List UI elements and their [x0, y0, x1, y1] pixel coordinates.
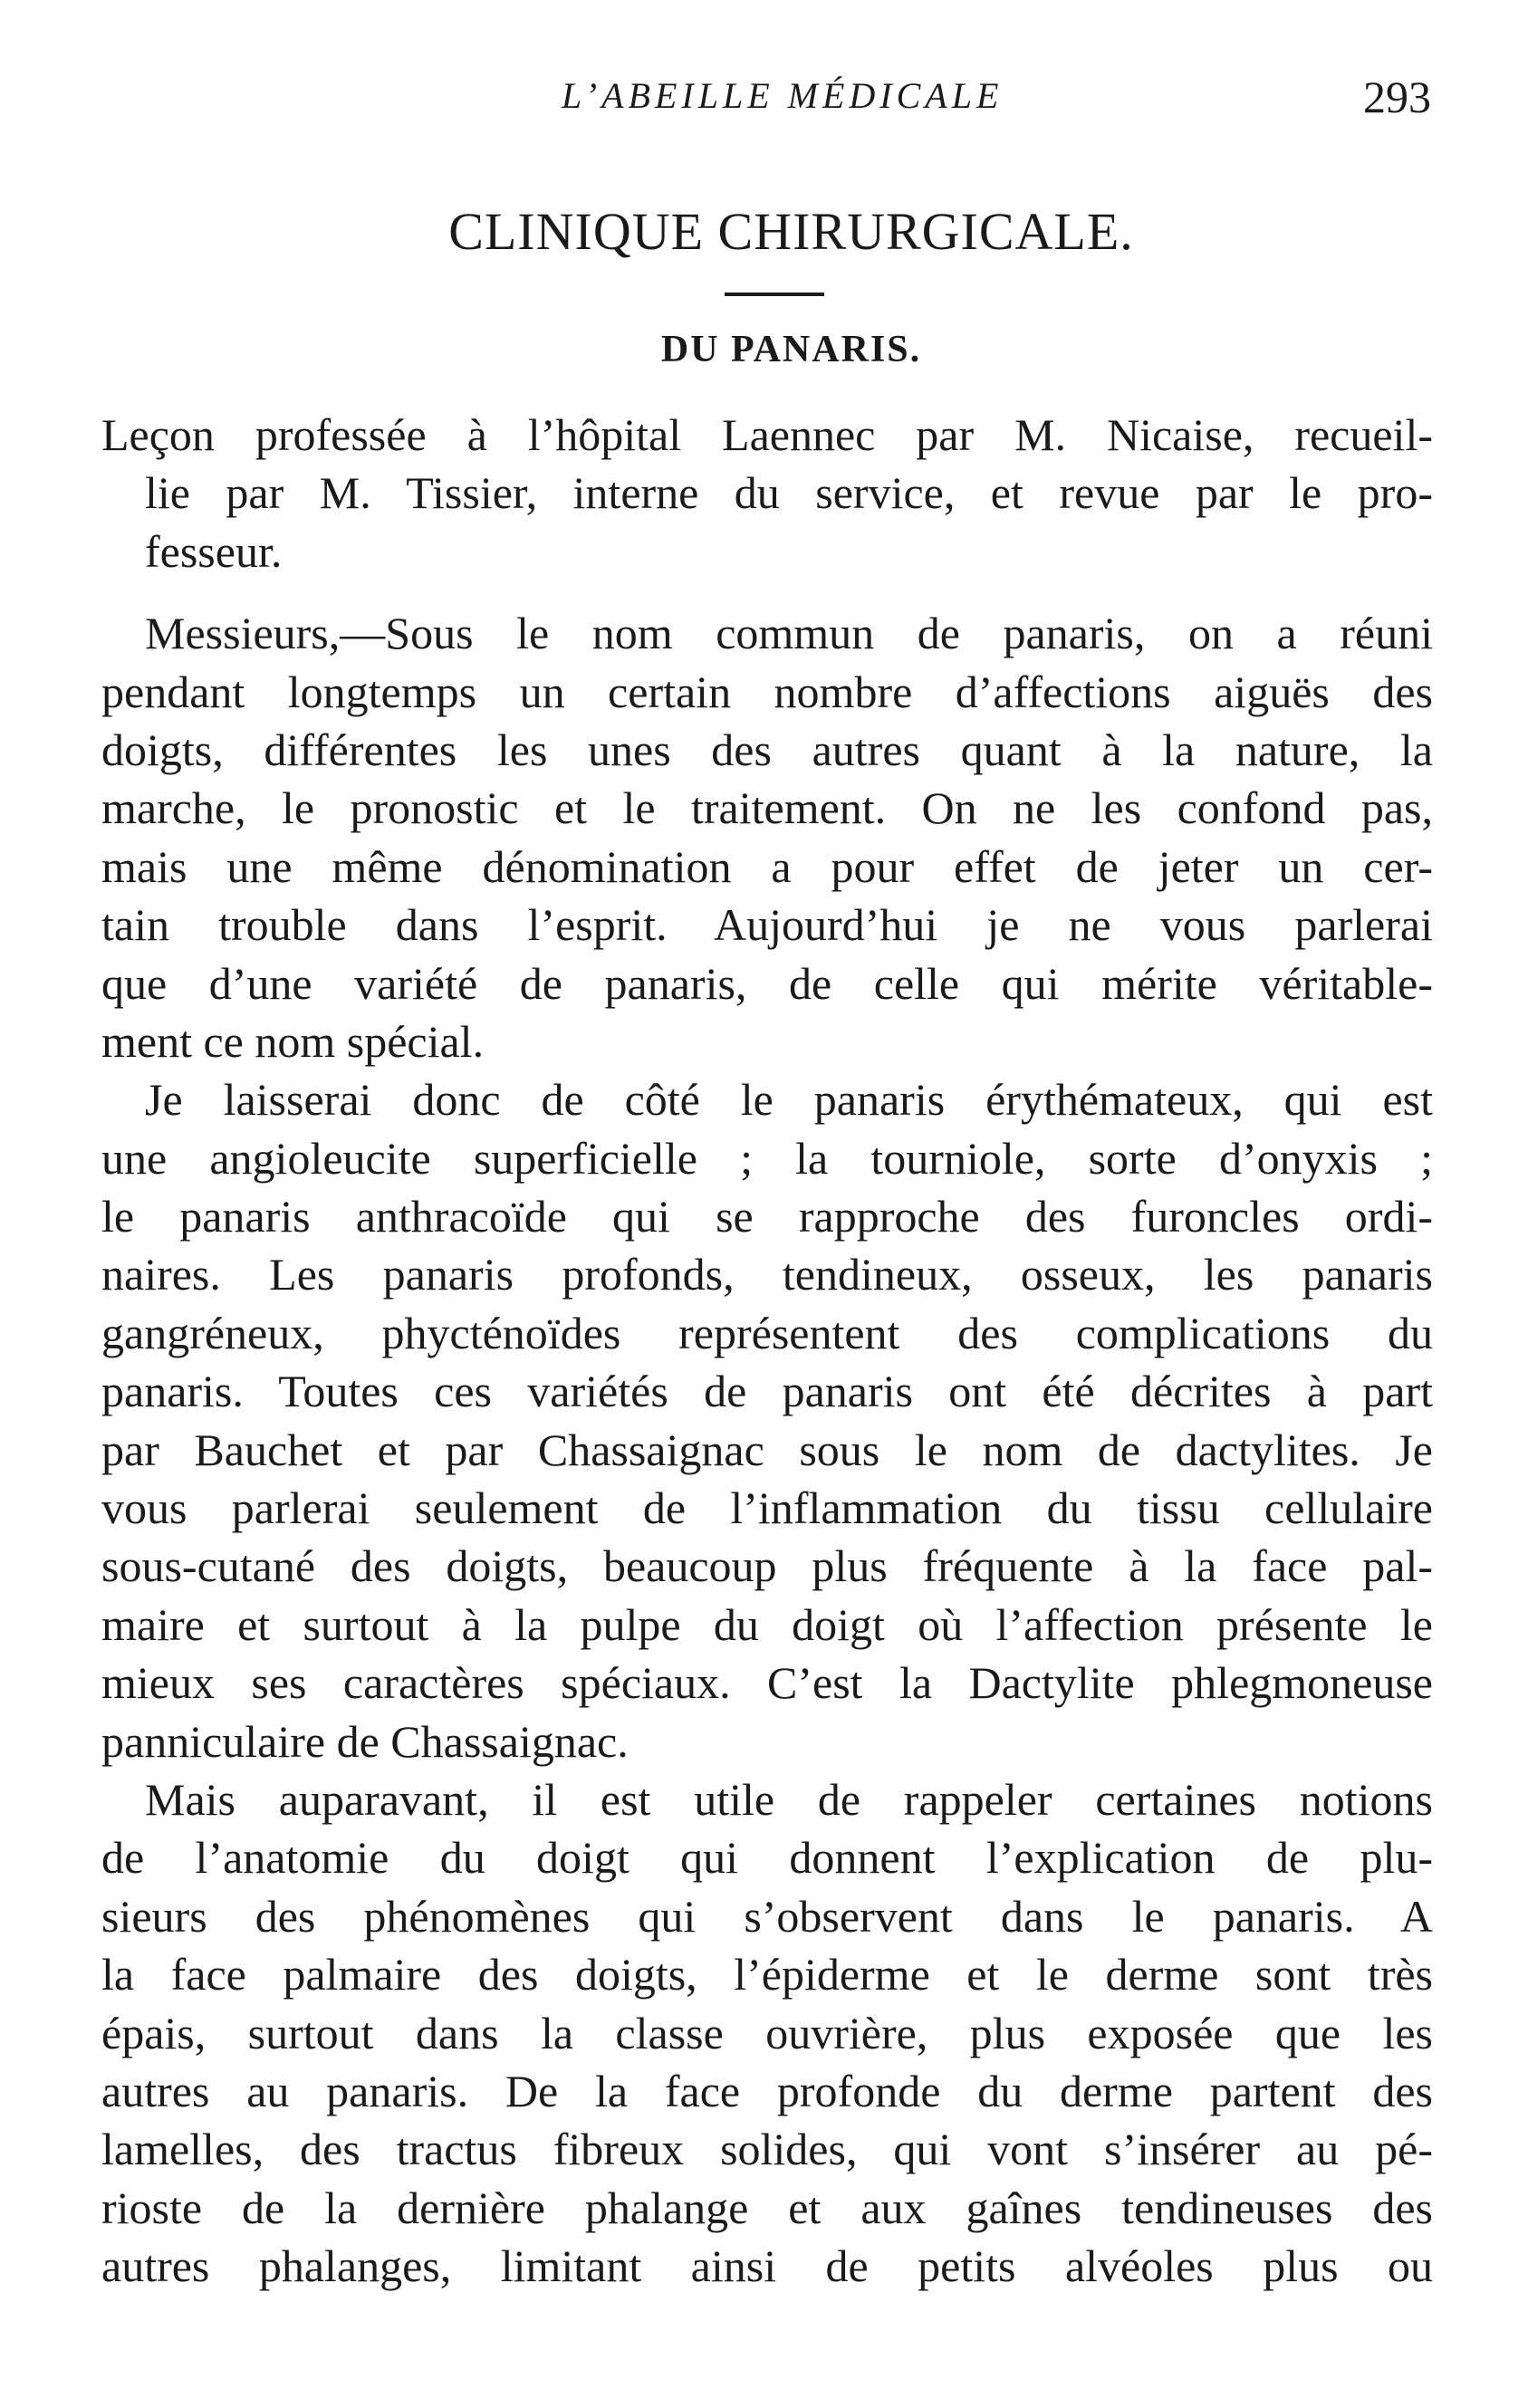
text-line: sous-cutané des doigts, beaucoup plus fréquente à la face pal- — [101, 1540, 1433, 1592]
text-line: Je laisserai donc de côté le panaris érythémateux, qui est — [145, 1074, 1433, 1126]
text-line: une angioleucite superficielle ; la tourniole, sorte d’onyxis ; — [101, 1132, 1433, 1184]
body-text — [101, 406, 1433, 2296]
text-line: le panaris anthracoïde qui se rapproche des furoncles ordi- — [101, 1191, 1433, 1242]
title-rule — [725, 293, 824, 296]
running-head — [0, 74, 1528, 129]
text-line: mais une même dénomination a pour effet de jeter un cer- — [101, 840, 1433, 892]
text-line: épais, surtout dans la classe ouvrière, plus exposée que les — [101, 2007, 1433, 2058]
text-line: autres phalanges, limitant ainsi de petits alvéoles plus ou — [101, 2240, 1433, 2292]
section-title: CLINIQUE CHIRURGICALE. — [448, 202, 1134, 261]
text-line: Leçon professée à l’hôpital Laennec par M. Nicaise, recueil- — [101, 409, 1433, 460]
text-line: panniculaire de Chassaignac. — [101, 1715, 629, 1767]
text-line: marche, le pronostic et le traitement. On ne les confond pas, — [101, 782, 1433, 834]
text-line: ment ce nom spécial. — [101, 1015, 485, 1067]
text-line: maire et surtout à la pulpe du doigt où l’affection présente le — [101, 1598, 1433, 1650]
text-line: la face palmaire des doigts, l’épiderme et le derme sont très — [101, 1949, 1433, 2000]
text-line: autres au panaris. De la face profonde du derme partent des — [101, 2065, 1433, 2116]
text-line: lie par M. Tissier, interne du service, et revue par le pro- — [145, 467, 1433, 519]
text-line: lamelles, des tractus fibreux solides, qui vont s’insérer au pé- — [101, 2124, 1433, 2175]
running-title: L’ABEILLE MÉDICALE — [562, 75, 1004, 116]
text-line: mieux ses caractères spéciaux. C’est la Dactylite phlegmoneuse — [101, 1657, 1433, 1709]
text-line: gangréneux, phycténoïdes représentent des complications du — [101, 1307, 1433, 1358]
text-line: fesseur. — [145, 525, 283, 577]
text-line: tain trouble dans l’esprit. Aujourd’hui je ne vous parlerai — [101, 899, 1433, 951]
text-line: rioste de la dernière phalange et aux gaînes tendineuses des — [101, 2182, 1433, 2233]
text-line: par Bauchet et par Chassaignac sous le nom de dactylites. Je — [101, 1424, 1433, 1475]
text-line: Mais auparavant, il est utile de rappeler certaines notions — [145, 1773, 1433, 1825]
text-line: vous parlerai seulement de l’inflammation du tissu cellulaire — [101, 1482, 1433, 1534]
text-line: Messieurs,—Sous le nom commun de panaris, on a réuni — [145, 608, 1433, 659]
text-line: sieurs des phénomènes qui s’observent dans le panaris. A — [101, 1890, 1433, 1942]
article-title: DU PANARIS. — [660, 329, 922, 370]
text-line: de l’anatomie du doigt qui donnent l’explication de plu- — [101, 1832, 1433, 1884]
text-line: panaris. Toutes ces variétés de panaris ont été décrites à part — [101, 1366, 1433, 1417]
text-line: que d’une variété de panaris, de celle qui mérite véritable- — [101, 957, 1433, 1009]
text-line: doigts, différentes les unes des autres quant à la nature, la — [101, 724, 1433, 775]
text-line: naires. Les panaris profonds, tendineux, osseux, les panaris — [101, 1249, 1433, 1300]
text-line: pendant longtemps un certain nombre d’affections aiguës des — [101, 666, 1433, 717]
page-number: 293 — [1363, 72, 1431, 122]
